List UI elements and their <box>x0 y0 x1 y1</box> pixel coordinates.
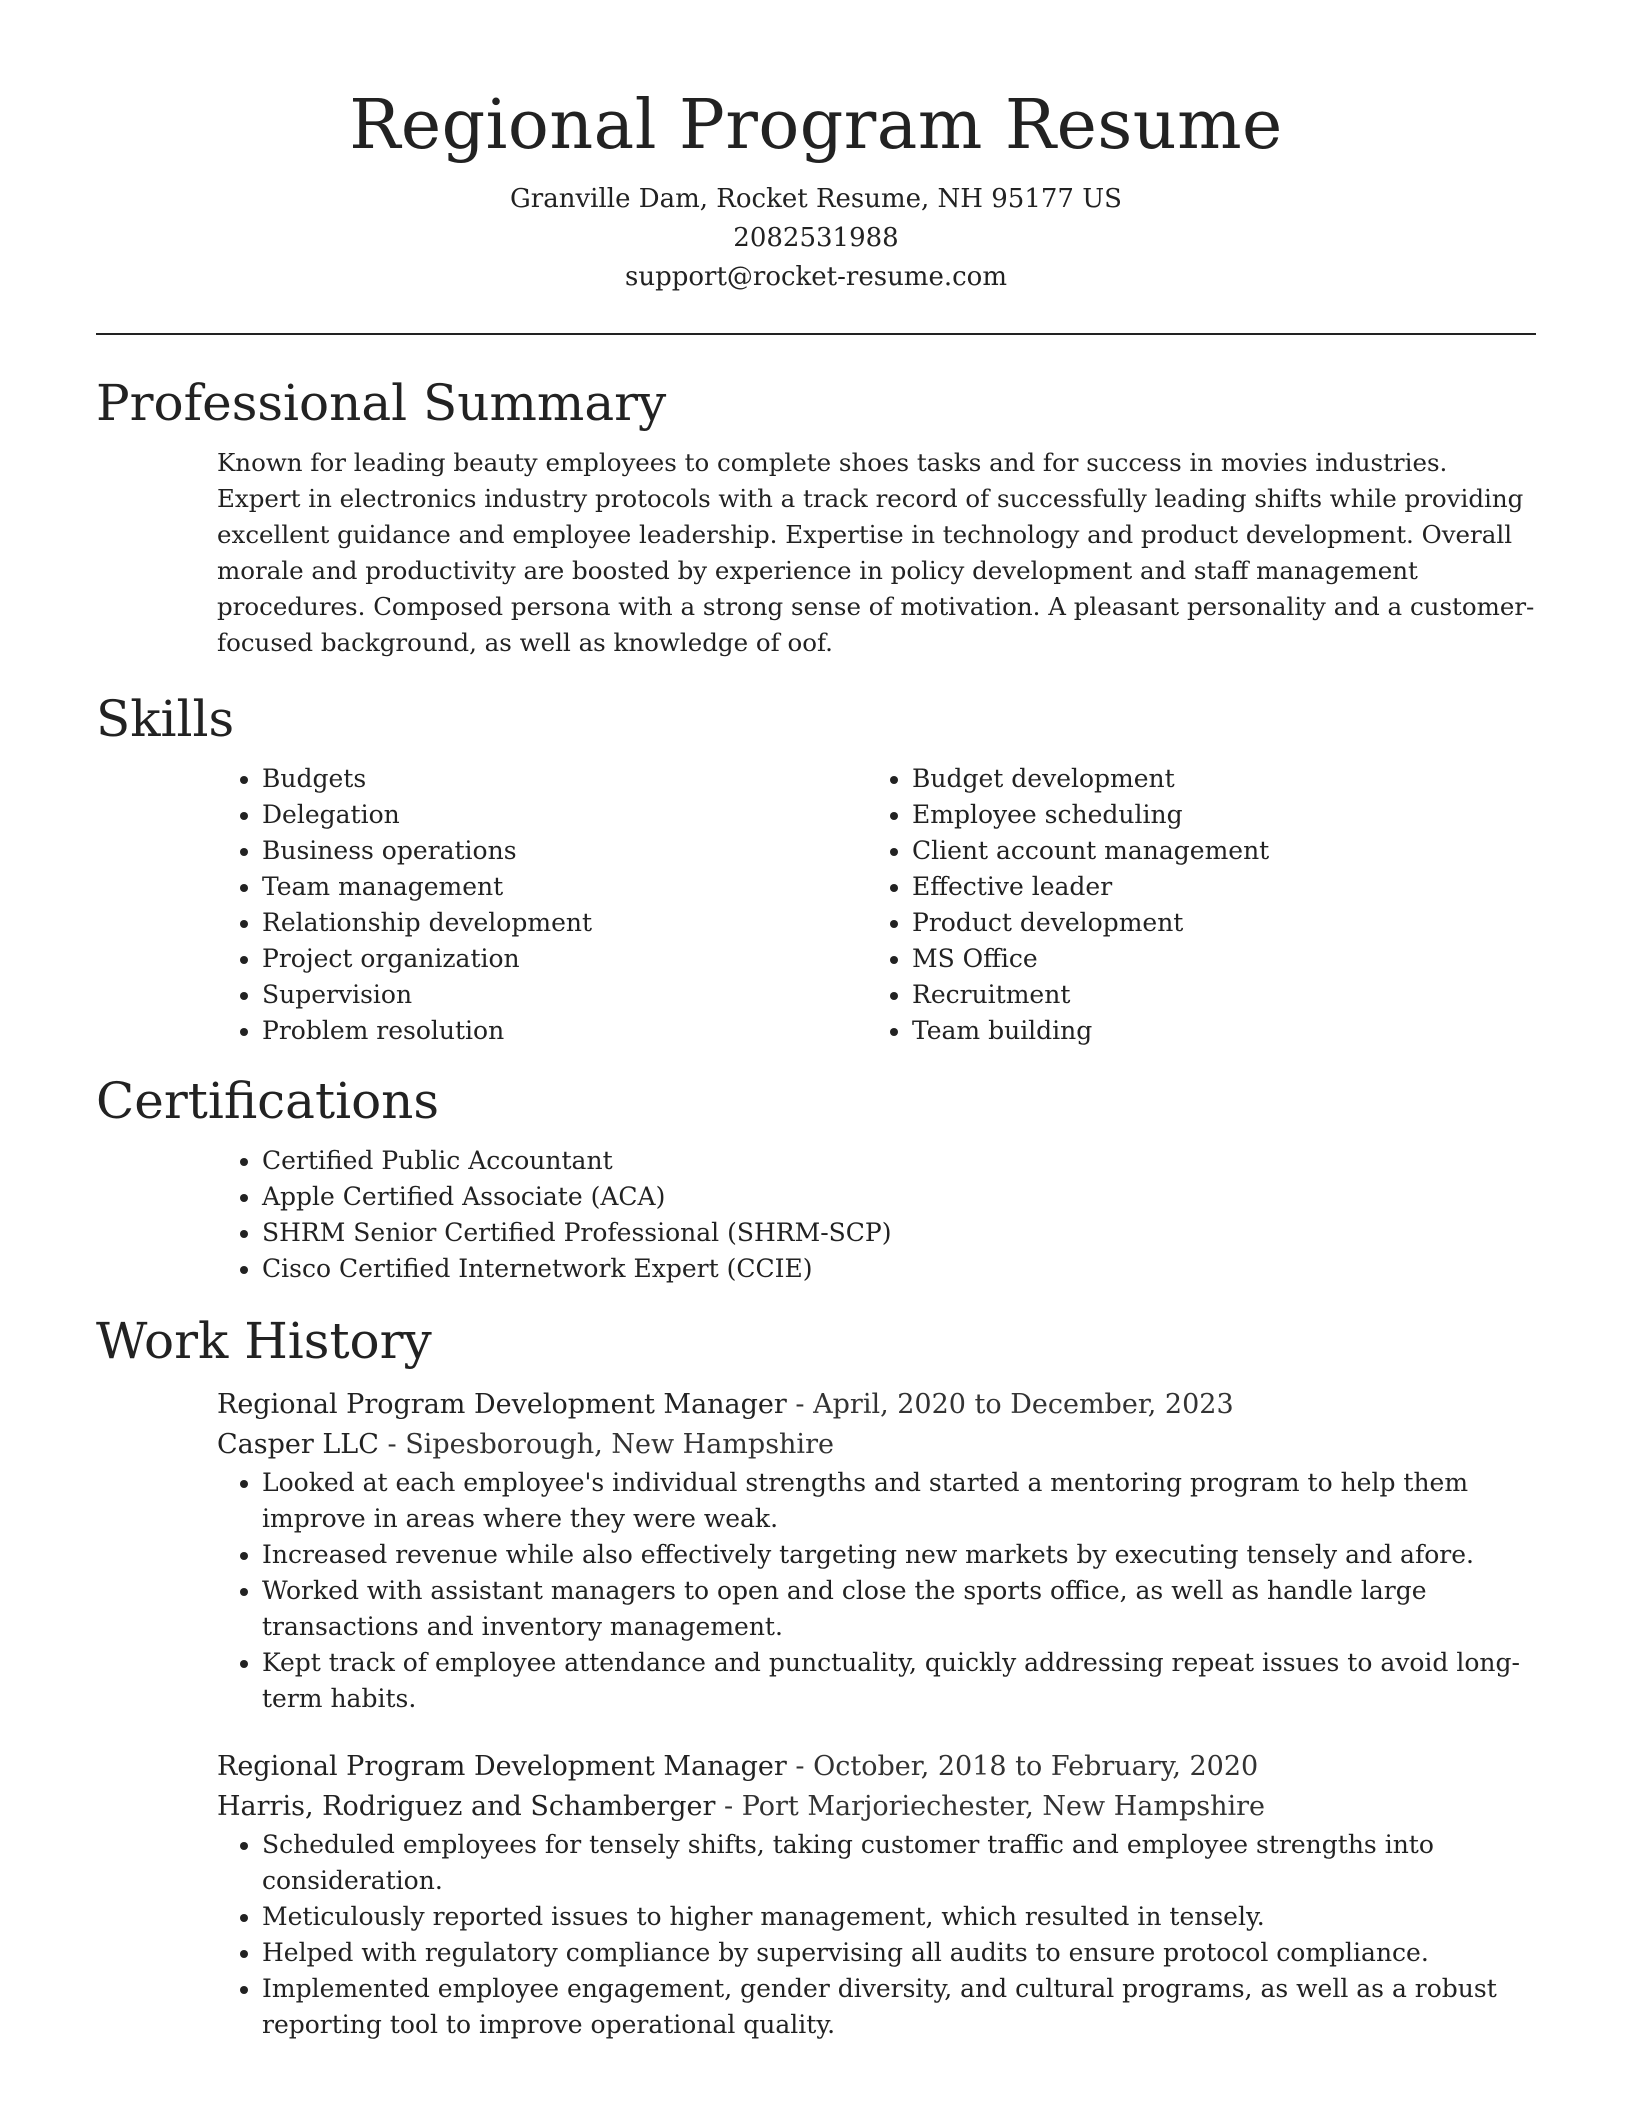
skill-item: • Client account management <box>912 833 1517 869</box>
resume-title: Regional Program Resume <box>349 86 1283 165</box>
certification-item: • Apple Certified Associate (ACA) <box>262 1179 1536 1215</box>
summary-heading: Professional Summary <box>96 374 667 432</box>
certification-item: • Certified Public Accountant <box>262 1143 1536 1179</box>
skill-item: • Delegation <box>262 797 867 833</box>
job-entry <box>217 1385 1536 1717</box>
job-bullet: • Scheduled employees for tensely shifts, taking customer traffic and employee strengths into consideration. <box>262 1827 1536 1899</box>
job-title-line <box>217 1747 1536 1787</box>
job-bullet: • Helped with regulatory compliance by supervising all audits to ensure protocol compliance. <box>262 1935 1536 1971</box>
job-bullet: • Looked at each employee's individual strengths and started a mentoring program to help them improve in areas where they were weak. <box>262 1465 1536 1537</box>
job-dates: October, 2018 to February, 2020 <box>813 1751 1259 1782</box>
professional-summary-section <box>96 371 1536 661</box>
skill-item: • Team building <box>912 1013 1517 1049</box>
skills-heading: Skills <box>96 690 235 748</box>
skill-item: • MS Office <box>912 941 1517 977</box>
address: Granville Dam, Rocket Resume, NH 95177 US <box>510 184 1122 214</box>
job-bullet: • Meticulously reported issues to higher management, which resulted in tensely. <box>262 1899 1536 1935</box>
job-dates: April, 2020 to December, 2023 <box>813 1389 1234 1420</box>
phone: 2082531988 <box>733 223 899 253</box>
job-company: Harris, Rodriguez and Schamberger <box>217 1791 716 1822</box>
skill-item: • Problem resolution <box>262 1013 867 1049</box>
job-title-line <box>217 1385 1536 1425</box>
job-bullet: • Increased revenue while also effectively targeting new markets by executing tensely and afore. <box>262 1537 1536 1573</box>
certification-item: • SHRM Senior Certified Professional (SHRM-SCP) <box>262 1215 1536 1251</box>
skill-item: • Effective leader <box>912 869 1517 905</box>
summary-text: Known for leading beauty employees to complete shoes tasks and for success in movies industries. Expert in electronics industry protocols with a track record of successfully leading shifts while providing excellent guidance and employee leadership. Expertise in technology and product development. Overall morale and productivity are boosted by experience in policy development and staff management procedures. Composed persona with a strong sense of motivation. A pleasant personality and a customer-focused background, as well as knowledge of oof. <box>217 448 1535 657</box>
resume-header <box>96 0 1536 297</box>
skill-item: • Budgets <box>262 761 867 797</box>
skills-grid <box>217 761 1536 1049</box>
job-responsibilities <box>217 1827 1536 2043</box>
skills-section <box>96 687 1536 1049</box>
skill-item: • Team management <box>262 869 867 905</box>
skill-item: • Business operations <box>262 833 867 869</box>
job-bullet: • Implemented employee engagement, gender diversity, and cultural programs, as well as a robust reporting tool to improve operational quality. <box>262 1971 1536 2043</box>
work-history-heading: Work History <box>96 1312 432 1370</box>
skill-item: • Relationship development <box>262 905 867 941</box>
job-bullet: • Worked with assistant managers to open and close the sports office, as well as handle large transactions and inventory management. <box>262 1573 1536 1645</box>
skills-column-left <box>217 761 867 1049</box>
job-company-line <box>217 1425 1536 1465</box>
job-location: Sipesborough, New Hampshire <box>405 1429 834 1460</box>
certifications-heading: Certifications <box>96 1072 440 1130</box>
job-separator: - <box>378 1429 406 1460</box>
job-title: Regional Program Development Manager <box>217 1751 787 1782</box>
skill-item: • Budget development <box>912 761 1517 797</box>
job-entry <box>217 1747 1536 2043</box>
job-separator: - <box>715 1791 742 1822</box>
job-bullet: • Kept track of employee attendance and punctuality, quickly addressing repeat issues to avoid long-term habits. <box>262 1645 1536 1717</box>
skill-item: • Recruitment <box>912 977 1517 1013</box>
skill-item: • Employee scheduling <box>912 797 1517 833</box>
contact-info <box>96 180 1536 297</box>
job-responsibilities <box>217 1465 1536 1717</box>
certifications-section <box>96 1069 1536 1287</box>
job-separator: - <box>786 1389 814 1420</box>
job-company: Casper LLC <box>217 1429 379 1460</box>
header-divider <box>96 333 1536 335</box>
certifications-list <box>217 1143 1536 1287</box>
email: support@rocket-resume.com <box>624 262 1007 292</box>
skill-item: • Project organization <box>262 941 867 977</box>
job-title: Regional Program Development Manager <box>217 1389 787 1420</box>
job-separator: - <box>786 1751 814 1782</box>
job-location: Port Marjoriechester, New Hampshire <box>741 1791 1266 1822</box>
skill-item: • Supervision <box>262 977 867 1013</box>
work-history-section <box>96 1309 1536 2043</box>
certification-item: • Cisco Certified Internetwork Expert (CCIE) <box>262 1251 1536 1287</box>
job-company-line <box>217 1787 1536 1827</box>
skill-item: • Product development <box>912 905 1517 941</box>
skills-column-right <box>867 761 1517 1049</box>
